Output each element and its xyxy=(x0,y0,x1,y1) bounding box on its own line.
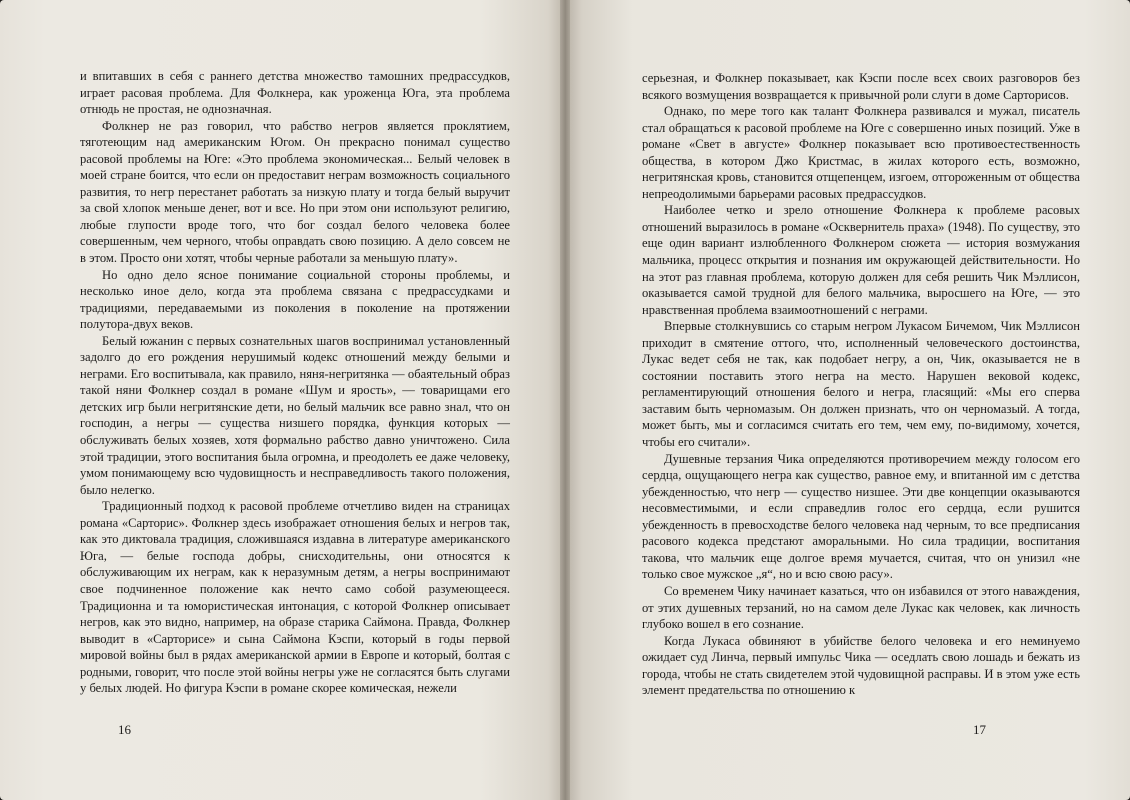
right-page xyxy=(565,0,1130,800)
paragraph: Фолкнер не раз говорил, что рабство негров является проклятием, тяготеющим над американским Югом. Он прекрасно понимал существо расовой проблемы на Юге: «Это проблема экономическая... Белый человек в моей стране боится, что если он предоставит неграм возможность социального развития, то негр перестанет работать за низкую плату и тогда белый выручит за свой хлопок меньше денег, вот и все. Но при этом они используют религию, любые глупости вроде того, что бог создал белого человека более совершенным, чем черного, чтобы оправдать свою позицию. А дело совсем не в этом. Просто они хотят, чтобы черные работали за меньшую плату». xyxy=(80,118,510,266)
right-page-text xyxy=(642,70,1080,699)
paragraph: Когда Лукаса обвиняют в убийстве белого человека и его неминуемо ожидает суд Линча, первый импульс Чика — оседлать свою лошадь и бежать из города, чтобы не стать свидетелем этой чудовищной расправы. И в этом уже есть элемент предательства по отношению к xyxy=(642,633,1080,698)
paragraph: Со временем Чику начинает казаться, что он избавился от этого наваждения, от этих душевных терзаний, но на самом деле Лукас как человек, как личность глубоко вошел в его сознание. xyxy=(642,583,1080,632)
paragraph: и впитавших в себя с раннего детства множество тамошних предрассудков, играет расовая проблема. Для Фолкнера, как уроженца Юга, эта проблема отнюдь не простая, не однозначная. xyxy=(80,69,510,117)
paragraph: Наиболее четко и зрело отношение Фолкнера к проблеме расовых отношений выразилось в романе «Осквернитель праха» (1948). По существу, это еще один вариант излюбленного Фолкнером сюжета — история возмужания мальчика, процесс открытия и познания им окружающей действительности. Но на этот раз главная проблема, которую должен для себя решить Чик Мэллисон, оказывается самой трудной для белого мальчика, выросшего на Юге, — это нравственная проблема взаимоотношений с неграми. xyxy=(642,203,1080,317)
paragraph: серьезная, и Фолкнер показывает, как Кэспи после всех своих разговоров без всякого возмущения возвращается к привычной роли слуги в доме Сарторисов. xyxy=(642,71,1080,102)
paragraph: Впервые столкнувшись со старым негром Лукасом Бичемом, Чик Мэллисон приходит в смятение оттого, что, исполненный человеческого достоинства, Лукас ведет себя не так, как подобает негру, а он, Чик, оказывается не в состоянии поставить этого негра на место. Нарушен вековой кодекс, регламентирующий отношения белого и негра, гласящий: «Мы его сперва заставим быть черномазым. Он должен признать, что он черномазый. А тогда, может быть, мы и согласимся считать его тем, чем ему, по-видимому, хочется, чтобы его считали». xyxy=(642,319,1080,450)
paragraph: Душевные терзания Чика определяются противоречием между голосом его сердца, ощущающего негра как существо, равное ему, и впитанной им с детства убежденностью, что негр — существо низшее. Эти две концепции оказываются несовместимыми, и если справедлив голос его сердца, если рушится убежденность в превосходстве белого человека над черным, то все предписания расового кодекса предстают аморальными. Но сила традиции, воспитания такова, что мальчик еще долгое время мучается, считая, что он унизил «не только свое мужское „я“, но и всю свою расу». xyxy=(642,451,1080,582)
page-number: 16 xyxy=(118,722,131,737)
paragraph: Однако, по мере того как талант Фолкнера развивался и мужал, писатель стал обращаться к расовой проблеме на Юге с совершенно иных позиций. Уже в романе «Свет в августе» Фолкнер показывает всю противоестественность общества, в котором Джо Кристмас, в жилах которого есть, возможно, негритянская кровь, становится отщепенцем, изгоем, отгороженным от общества непреодолимыми барьерами расовых предрассудков. xyxy=(642,104,1080,201)
page-number: 17 xyxy=(973,722,986,737)
left-page-text xyxy=(80,68,510,697)
paragraph: Белый южанин с первых сознательных шагов воспринимал установленный задолго до его рождения нерушимый кодекс отношений между белыми и неграми. Его воспитывала, как правило, няня-негритянка — обаятельный образ такой няни Фолкнер создал в романе «Шум и ярость», — товарищами его детских игр были негритянские дети, но белый мальчик все равно знал, что он господин, а негры — существа низшего порядка, функция которых — обслуживать белых хозяев, хотя формально рабство давно уничтожено. Сила этой традиции, этого воспитания была огромна, и преодолеть ее даже человеку, умом понимающему всю чудовищность и несправедливость такого положения, было нелегко. xyxy=(80,333,510,497)
paragraph: Традиционный подход к расовой проблеме отчетливо виден на страницах романа «Сарторис». Фолкнер здесь изображает отношения белых и негров так, как это диктовала традиция, сложившаяся издавна в литературе американского Юга, — белые господа добры, снисходительны, они относятся к обслуживающим их неграм, как к неразумным детям, а негры воспринимают свое подчиненное положение как нечто само собой разумеющееся. Традиционна и та юмористическая интонация, с которой Фолкнер описывает негров, как это видно, например, на образе старика Саймона. Правда, Фолкнер выводит в «Сарторисе» и сына Саймона Кэспи, который в годы первой мировой войны был в рядах американской армии в Европе и который, болтая с родными, говорит, что после этой войны негры уже не согласятся быть слугами у белых людей. Но фигура Кэспи в романе скорее комическая, нежели xyxy=(80,499,510,696)
paragraph: Но одно дело ясное понимание социальной стороны проблемы, и несколько иное дело, когда эта проблема связана с предрассудками и традициями, передаваемыми из поколения в поколение на протяжении полутора-двух веков. xyxy=(80,267,510,332)
book-gutter xyxy=(560,0,570,800)
